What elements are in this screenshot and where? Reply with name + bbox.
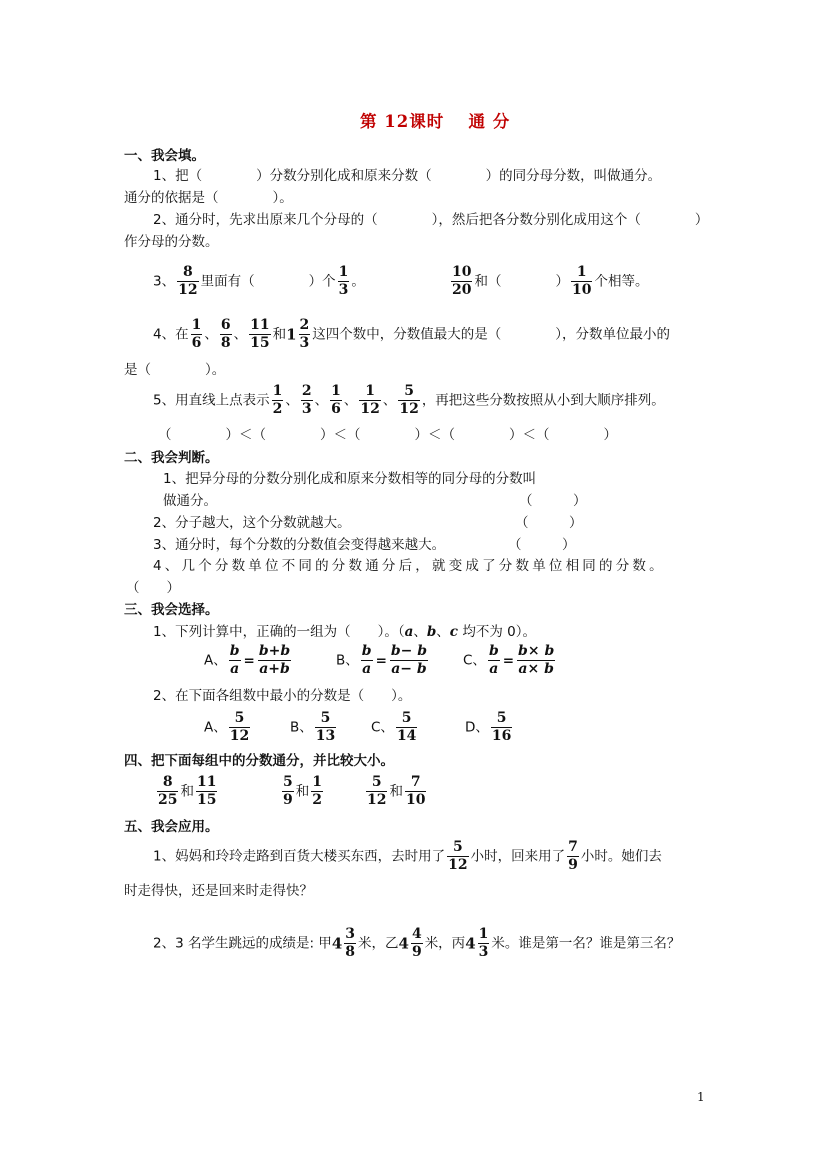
s3-q2: 2、在下面各组数中最小的分数是（ ）。 xyxy=(153,688,412,704)
fraction: $\frac{4}{9}$ xyxy=(411,926,422,960)
s1-q4-line2: 是（ ）。 xyxy=(124,362,226,378)
fraction: $\frac{1}{3}$ xyxy=(478,926,489,960)
fraction: $\frac{1}{12}$ xyxy=(360,383,380,417)
s2-q1-paren: （ ） xyxy=(519,493,587,509)
fraction: $\frac{11}{15}$ xyxy=(250,317,270,351)
fraction: $\frac{1}{2}$ xyxy=(272,383,283,417)
s2-q1-line2: 做通分。 xyxy=(163,493,217,509)
s1-q4: 4、在 $\frac{1}{6}$ 、 $\frac{6}{8}$ 、 $\frac{11}{15}$ 和1 $\frac{2}{3}$ 这四个数中，分数值最大的是（ ），分数单位最小的 xyxy=(153,317,671,351)
s3-q2-option-d[interactable]: D、 $\frac{5}{16}$ xyxy=(465,710,512,744)
s3-q2-option-b[interactable]: B、 $\frac{5}{13}$ xyxy=(290,710,336,744)
s2-q1-line1: 1、把异分母的分数分别化成和原来分数相等的同分母的分数叫 xyxy=(163,471,537,487)
fraction: $\frac{11}{15}$ xyxy=(196,774,217,808)
s2-q4-line1: 4、几个分数单位不同的分数通分后，就变成了分数单位相同的分数。 xyxy=(153,558,666,574)
s1-q3: 3、 $\frac{8}{12}$ 里面有（ ）个 $\frac{1}{3}$ 。 xyxy=(153,264,365,298)
s1-q1-line2: 通分的依据是（ ）。 xyxy=(124,190,293,206)
fraction: $\frac{5}{12}$ xyxy=(367,774,387,808)
fraction: $\frac{5}{13}$ xyxy=(315,710,336,744)
fraction: $\frac{3}{8}$ xyxy=(345,926,355,960)
fraction: $\frac{b+b}{a+b}$ xyxy=(258,643,291,677)
s1-q2-line1: 2、通分时，先求出原来几个分母的（ ），然后把各分数分别化成用这个（ ） xyxy=(153,212,709,228)
s1-q5-order-blanks: （ ）＜（ ）＜（ ）＜（ ）＜（ ） xyxy=(158,427,617,443)
s3-q2-option-a[interactable]: A、 $\frac{5}{12}$ xyxy=(204,710,250,744)
s4-group-2: $\frac{5}{9}$ 和 $\frac{1}{2}$ xyxy=(283,774,322,808)
fraction: $\frac{2}{3}$ xyxy=(301,383,312,417)
section-1-heading: 一、我会填。 xyxy=(124,148,205,164)
fraction: $\frac{1}{6}$ xyxy=(191,317,202,351)
s3-q1-option-a[interactable]: A、 $\frac{b}{a}$ = $\frac{b+b}{a+b}$ xyxy=(204,643,291,677)
fraction: $\frac{5}{9}$ xyxy=(283,774,293,808)
s3-q1-option-b[interactable]: B、 $\frac{b}{a}$ = $\frac{b- b}{a- b}$ xyxy=(336,643,428,677)
fraction: $\frac{b}{a}$ xyxy=(361,643,372,677)
fraction: $\frac{7}{10}$ xyxy=(405,774,426,808)
s5-q2: 2、3 名学生跳远的成绩是: 甲4 $\frac{3}{8}$ 米，乙4 $\frac{4}{9}$ 米，丙4 $\frac{1}{3}$ 米。谁是第一名？谁是第三名？ xyxy=(153,926,681,960)
s3-q2-option-c[interactable]: C、 $\frac{5}{14}$ xyxy=(371,710,417,744)
section-2-heading: 二、我会判断。 xyxy=(124,450,219,466)
fraction: $\frac{1}{3}$ xyxy=(338,264,349,298)
fraction: $\frac{8}{25}$ xyxy=(158,774,178,808)
fraction: $\frac{5}{12}$ xyxy=(229,710,250,744)
fraction: $\frac{b}{a}$ xyxy=(229,643,240,677)
section-3-heading: 三、我会选择。 xyxy=(124,602,219,618)
fraction: $\frac{2}{3}$ xyxy=(299,317,310,351)
s4-group-3: $\frac{5}{12}$ 和 $\frac{7}{10}$ xyxy=(367,774,426,808)
section-5-heading: 五、我会应用。 xyxy=(124,819,219,835)
s5-q1-line2: 时走得快，还是回来时走得快？ xyxy=(124,883,313,899)
s2-q2-paren: （ ） xyxy=(515,515,583,531)
fraction: $\frac{8}{12}$ xyxy=(178,264,198,298)
s2-q4-paren: （ ） xyxy=(126,580,180,596)
s2-q2: 2、分子越大，这个分数就越大。 xyxy=(153,515,351,531)
fraction: $\frac{b- b}{a- b}$ xyxy=(390,643,428,677)
fraction: $\frac{b}{a}$ xyxy=(488,643,499,677)
fraction: $\frac{1}{10}$ xyxy=(571,264,592,298)
fraction: $\frac{1}{2}$ xyxy=(312,774,322,808)
s5-q1: 1、妈妈和玲玲走路到百货大楼买东西，去时用了 $\frac{5}{12}$ 小时，回来用了 $\frac{7}{9}$ 小时。她们去 xyxy=(153,839,662,873)
s3-q1: 1、下列计算中，正确的一组为（ ）。（a、b、c 均不为 0）。 xyxy=(153,624,536,640)
s1-q2-line2: 作分母的分数。 xyxy=(124,234,219,250)
s1-q1-line1: 1、把（ ）分数分别化成和原来分数（ ）的同分母分数，叫做通分。 xyxy=(153,168,662,184)
section-4-heading: 四、把下面每组中的分数通分，并比较大小。 xyxy=(124,753,394,769)
s2-q3-paren: （ ） xyxy=(508,537,576,553)
s3-q1-option-c[interactable]: C、 $\frac{b}{a}$ = $\frac{b\times b}{a\times b}$ xyxy=(463,643,555,677)
fraction: $\frac{5}{12}$ xyxy=(448,839,468,873)
fraction: $\frac{6}{8}$ xyxy=(220,317,231,351)
fraction: $\frac{5}{14}$ xyxy=(396,710,417,744)
fraction: $\frac{1}{6}$ xyxy=(331,383,341,417)
page-number: 1 xyxy=(697,1090,705,1104)
fraction: $\frac{5}{16}$ xyxy=(491,710,512,744)
page-title: 第 12课时 通 分 xyxy=(360,112,511,131)
s2-q3: 3、通分时，每个分数的分数值会变得越来越大。 xyxy=(153,537,446,553)
fraction: $\frac{5}{12}$ xyxy=(399,383,419,417)
s1-q5: 5、用直线上点表示 $\frac{1}{2}$ 、 $\frac{2}{3}$ 、 $\frac{1}{6}$ 、 $\frac{1}{12}$ 、 $\frac{5}{12}$ ，再把这些分数按照从小到大顺序排列。 xyxy=(153,383,665,417)
fraction: $\frac{10}{20}$ xyxy=(452,264,472,298)
fraction: $\frac{7}{9}$ xyxy=(568,839,578,873)
s1-q3-part2: $\frac{10}{20}$ 和（ ） $\frac{1}{10}$ 个相等。 xyxy=(452,264,649,298)
s4-group-1: $\frac{8}{25}$ 和 $\frac{11}{15}$ xyxy=(158,774,217,808)
fraction: $\frac{b\times b}{a\times b}$ xyxy=(518,643,555,677)
